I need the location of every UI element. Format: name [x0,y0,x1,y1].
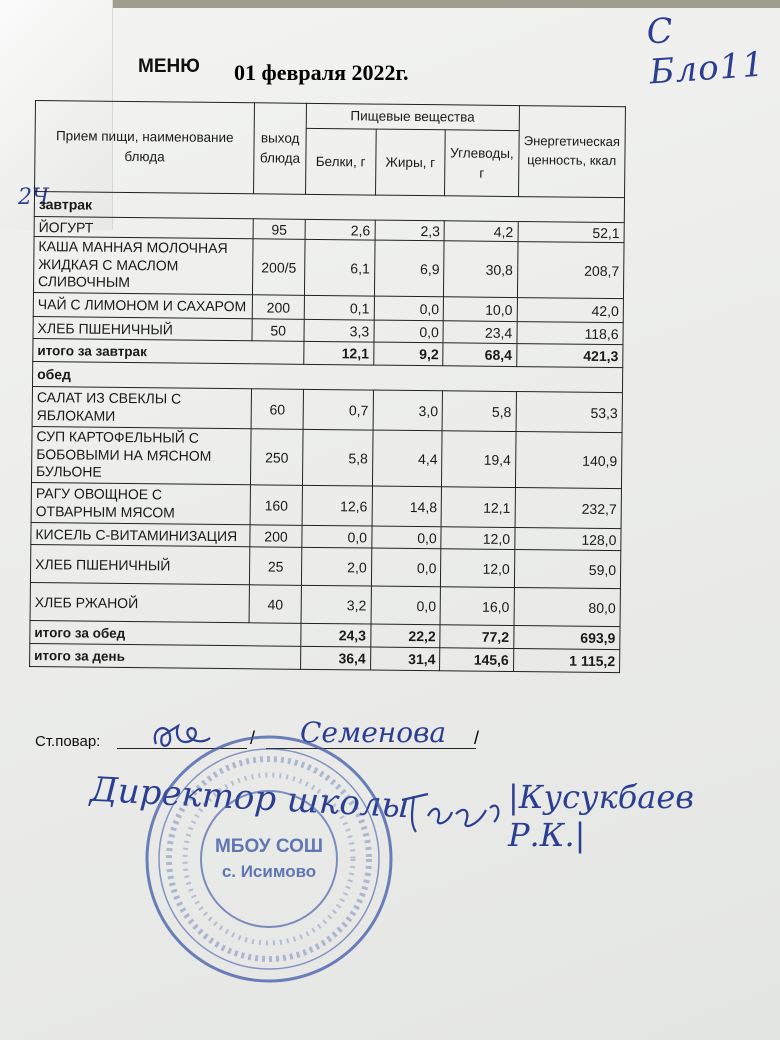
dish-protein: 12,6 [302,485,372,526]
day-total-label: итого за день [30,643,301,669]
table-row [31,426,622,488]
director-signature [398,780,508,840]
dish-energy: 59,0 [514,550,621,589]
section-breakfast: завтрак [34,192,624,223]
corner-handwritten-note: С Бло11 [645,10,767,93]
dish-out: 250 [251,429,303,486]
dish-carbs: 12,1 [441,487,515,528]
dish-name: ХЛЕБ ПШЕНИЧНЫЙ [33,316,253,340]
dish-out: 95 [253,219,305,240]
day-total-carbs: 145,6 [440,648,514,672]
separator-slash: / [474,728,480,748]
dish-fat: 0,0 [371,526,441,549]
dish-protein: 2,6 [305,219,375,240]
total-fat: 22,2 [370,624,440,648]
dish-fat: 4,4 [372,430,442,487]
dish-protein: 0,1 [304,295,374,320]
director-label-handwritten: Директор школы [89,769,411,827]
header-name: Прием пищи, наименование блюда [35,101,255,194]
dish-energy: 208,7 [517,242,624,299]
school-stamp [142,732,397,987]
dish-fat: 0,0 [371,586,441,625]
dish-out: 200/5 [253,239,305,296]
table-row [31,482,621,528]
dish-fat: 2,3 [375,220,445,241]
dish-fat: 6,9 [374,240,444,297]
total-carbs: 77,2 [440,625,514,649]
dish-carbs: 12,0 [441,527,515,550]
dish-energy: 53,3 [516,392,623,433]
dish-name: ХЛЕБ ПШЕНИЧНЫЙ [30,544,250,584]
dish-carbs: 10,0 [444,297,518,322]
breakfast-rows [33,216,624,344]
header-carbs: Углеводы, г [445,130,519,197]
total-protein: 12,1 [304,341,374,365]
total-energy: 421,3 [516,344,623,368]
dish-protein: 6,1 [304,239,374,296]
dish-energy: 52,1 [518,222,625,243]
day-total-fat: 31,4 [370,647,440,671]
stamp-village: с. Исимово [221,862,317,881]
dish-name: ЧАЙ С ЛИМОНОМ И САХАРОМ [33,292,253,318]
dish-protein: 0,7 [303,389,373,430]
chef-name-handwritten: Семенова [300,716,447,749]
dish-out: 160 [250,485,302,526]
dish-protein: 0,0 [302,525,372,548]
dish-protein: 2,0 [301,547,371,586]
dish-carbs: 30,8 [444,241,518,298]
dish-protein: 3,3 [304,319,374,342]
lunch-rows [30,386,622,626]
total-carbs: 68,4 [443,343,517,367]
dish-energy: 140,9 [515,432,622,489]
dish-carbs: 12,0 [441,549,515,588]
dish-out: 50 [252,319,304,342]
dish-protein: 3,2 [301,585,371,624]
dish-carbs: 4,2 [444,221,518,242]
dish-name: КИСЕЛЬ С-ВИТАМИНИЗАЦИЯ [31,522,251,546]
total-label: итого за завтрак [33,338,304,364]
table-row [30,544,620,588]
dish-name: САЛАТ ИЗ СВЕКЛЫ С ЯБЛОКАМИ [32,386,252,428]
dish-fat: 0,0 [374,296,444,321]
dish-out: 200 [253,295,305,320]
dish-carbs: 16,0 [440,587,514,626]
header-protein: Белки, г [305,128,375,195]
menu-date: 01 февраля 2022г. [234,60,409,85]
separator-slash: / [250,728,256,748]
menu-table [29,100,626,673]
dish-fat: 0,0 [371,548,441,587]
chef-label: Ст.повар: [35,733,101,750]
dish-carbs: 5,8 [442,391,516,432]
dish-name: СУП КАРТОФЕЛЬНЫЙ С БОБОВЫМИ НА МЯСНОМ БУЛЬОНЕ [31,426,251,484]
day-total-protein: 36,4 [300,646,370,670]
dish-carbs: 23,4 [443,321,517,344]
dish-fat: 3,0 [373,390,443,431]
menu-label: МЕНЮ [138,56,200,77]
table-row [30,582,620,626]
dish-name: ЙОГУРТ [34,216,254,238]
director-name-handwritten: |Кусукбаев Р.К.| [508,778,694,854]
header-out: выход блюда [254,103,306,195]
total-fat: 9,2 [373,342,443,366]
dish-out: 60 [251,389,303,430]
dish-energy: 42,0 [517,298,624,323]
section-lunch: обед [32,361,622,392]
total-label: итого за обед [30,620,301,646]
table-row [33,236,624,298]
table-header-row [35,101,625,132]
total-energy: 693,9 [513,626,620,650]
dish-energy: 128,0 [514,528,621,551]
dish-energy: 118,6 [517,322,624,345]
day-total-energy: 1 115,2 [513,649,620,673]
dish-carbs: 19,4 [442,431,516,488]
table-background [110,0,780,8]
stamp-school-name: МБОУ СОШ [214,836,324,857]
dish-out: 200 [250,525,302,548]
margin-handwritten-note: 2Ч [18,185,50,210]
director-name: Кусукбаев Р.К. [508,778,694,854]
header-fat: Жиры, г [375,129,445,196]
dish-protein: 5,8 [302,429,372,486]
dish-name: КАША МАННАЯ МОЛОЧНАЯ ЖИДКАЯ С МАСЛОМ СЛИВОЧНЫМ [33,236,253,294]
dish-fat: 0,0 [374,320,444,343]
dish-energy: 80,0 [514,588,621,627]
dish-fat: 14,8 [372,486,442,527]
dish-out: 40 [249,585,301,624]
dish-energy: 232,7 [515,488,622,529]
dish-out: 25 [250,547,302,586]
total-protein: 24,3 [301,623,371,647]
table-row [32,386,622,432]
dish-name: РАГУ ОВОЩНОЕ С ОТВАРНЫМ МЯСОМ [31,482,251,524]
dish-name: ХЛЕБ РЖАНОЙ [30,582,250,622]
header-energy: Энергетическая ценность, ккал [518,106,625,198]
header-nutrients: Пищевые вещества [306,103,519,130]
